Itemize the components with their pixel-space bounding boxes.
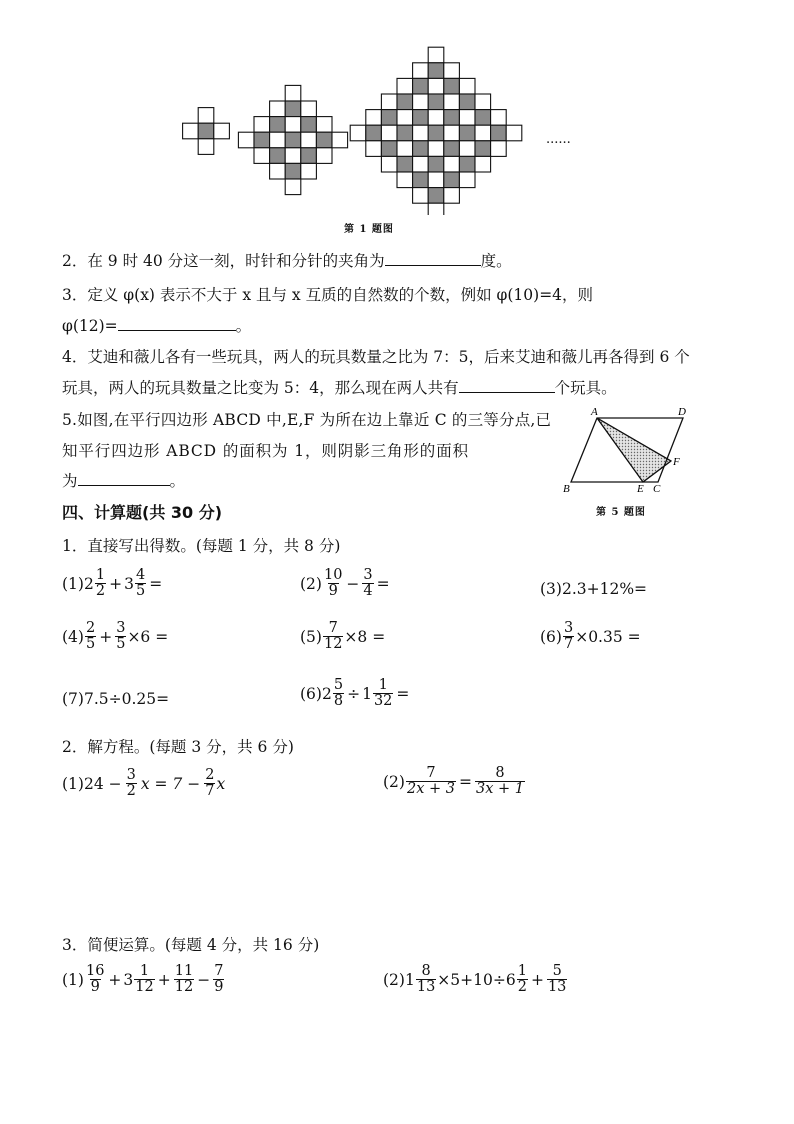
answer-blank-q3[interactable] bbox=[118, 315, 236, 331]
diamond-3-cell bbox=[397, 94, 413, 110]
fraction: $\frac{8}{3x + 1}$ bbox=[475, 765, 524, 798]
fraction: $\frac{16}{9}$ bbox=[85, 963, 105, 996]
diamond-2-cell bbox=[316, 148, 332, 164]
whole-number: 2 bbox=[321, 684, 332, 703]
diamond-2-cell bbox=[316, 132, 332, 148]
diamond-3-cell bbox=[397, 125, 413, 141]
fraction: $\frac{7}{9}$ bbox=[214, 963, 224, 996]
diamond-3-cell bbox=[413, 172, 429, 188]
whole-number: 1 bbox=[404, 970, 415, 989]
diamond-2-cell bbox=[254, 117, 270, 133]
diamond-3-cell bbox=[397, 78, 413, 94]
expression-part: ×5+10÷ bbox=[437, 970, 506, 989]
question-5-line3 bbox=[62, 469, 185, 491]
fraction: $\frac{5}{13}$ bbox=[547, 963, 567, 996]
answer-blank-q2[interactable] bbox=[385, 250, 481, 266]
diamond-2-cell bbox=[301, 117, 317, 133]
section-4-title: 四、计算题(共 30 分) bbox=[62, 503, 223, 522]
whole-number: 2 bbox=[83, 574, 94, 593]
diamond-3-cell bbox=[428, 63, 444, 79]
diamond-2-cell bbox=[316, 117, 332, 133]
simplify-3-2 bbox=[383, 964, 568, 995]
diamond-3-cell bbox=[475, 141, 491, 157]
whole-number: 6 bbox=[505, 970, 516, 989]
diamond-3-cell bbox=[413, 125, 429, 141]
problem-1-1 bbox=[62, 568, 164, 599]
diamond-3-cell bbox=[397, 110, 413, 126]
fraction: $\frac{2}{7}$ bbox=[205, 767, 215, 800]
problem-1-6 bbox=[540, 621, 641, 652]
figure-1-diamonds bbox=[0, 0, 794, 215]
diamond-2-cell bbox=[270, 101, 286, 117]
diamond-3-cell bbox=[444, 125, 460, 141]
diamond-3-cell bbox=[459, 125, 475, 141]
diamond-3-cell bbox=[475, 110, 491, 126]
problem-label: (2) bbox=[383, 772, 405, 791]
problem-1-3: (3)2.3+12%= bbox=[540, 580, 648, 598]
equals-sign: = bbox=[149, 574, 163, 593]
diamond-2-cell bbox=[285, 132, 301, 148]
label-e: E bbox=[637, 483, 644, 495]
problem-label: (4) bbox=[62, 627, 84, 646]
operator: + bbox=[157, 970, 171, 989]
fraction: $\frac{8}{13}$ bbox=[416, 963, 436, 996]
diamond-2-cell bbox=[238, 132, 254, 148]
equation-2-2 bbox=[383, 766, 526, 797]
diamond-3-cell bbox=[413, 63, 429, 79]
fraction: $\frac{7}{2x + 3}$ bbox=[406, 765, 455, 798]
diamond-3-cell bbox=[444, 110, 460, 126]
figure-5-caption: 第 5 题图 bbox=[596, 507, 646, 518]
equals-sign: = bbox=[396, 684, 410, 703]
question-4-line2 bbox=[62, 376, 617, 398]
problem-label: (1) bbox=[62, 774, 84, 793]
diamond-3-cell bbox=[459, 78, 475, 94]
question-5-prefix: 为 bbox=[62, 472, 78, 490]
simplify-3-1 bbox=[62, 964, 225, 995]
question-2-suffix: 度。 bbox=[480, 252, 512, 270]
question-5-line1: 5.如图,在平行四边形 ABCD 中,E,F 为所在边上靠近 C 的三等分点,已 bbox=[62, 411, 552, 429]
diamond-2-cell bbox=[285, 117, 301, 133]
fraction: $\frac{3}{4}$ bbox=[363, 567, 373, 600]
diamond-3-cell bbox=[413, 141, 429, 157]
fraction: $\frac{1}{12}$ bbox=[135, 963, 154, 996]
diamond-3-cell bbox=[381, 110, 397, 126]
fraction: $\frac{4}{5}$ bbox=[135, 567, 146, 600]
shaded-triangle bbox=[597, 418, 671, 482]
diamond-3-cell bbox=[381, 141, 397, 157]
diamond-3-cell bbox=[428, 110, 444, 126]
operator: + bbox=[99, 627, 113, 646]
diamond-1-cell bbox=[198, 139, 214, 155]
diamond-3-cell bbox=[459, 156, 475, 172]
diamond-2-cell bbox=[270, 132, 286, 148]
diamond-3-cell bbox=[444, 63, 460, 79]
problem-1-4 bbox=[62, 621, 168, 652]
whole-number: 3 bbox=[123, 970, 134, 989]
diamond-2-cell bbox=[285, 163, 301, 179]
question-3-prefix: φ(12)= bbox=[62, 317, 118, 335]
equals-sign: = bbox=[376, 574, 390, 593]
diamond-2-cell bbox=[301, 132, 317, 148]
whole-number: 3 bbox=[124, 574, 134, 593]
expression-tail: ×6 = bbox=[127, 627, 169, 646]
operator: − bbox=[346, 574, 360, 593]
diamond-3-cell bbox=[413, 78, 429, 94]
diamond-3-cell bbox=[381, 94, 397, 110]
variable: x bbox=[216, 774, 226, 793]
diamond-3-cell bbox=[444, 141, 460, 157]
question-4-suffix: 个玩具。 bbox=[554, 379, 617, 397]
question-5-line2: 知平行四边形 ABCD 的面积为 1，则阴影三角形的面积 bbox=[62, 442, 470, 460]
diamond-3-cell bbox=[444, 188, 460, 204]
fraction: $\frac{3}{5}$ bbox=[116, 620, 126, 653]
question-4-line1: 4．艾迪和薇儿各有一些玩具，两人的玩具数量之比为 7：5，后来艾迪和薇儿再各得到 6 个 bbox=[62, 348, 690, 366]
problem-1-2 bbox=[300, 568, 392, 599]
diamond-3-cell bbox=[506, 125, 522, 141]
diamond-2-cell bbox=[301, 101, 317, 117]
diamond-2-cell bbox=[332, 132, 348, 148]
operator: + bbox=[108, 970, 122, 989]
diamond-3-cell bbox=[366, 141, 382, 157]
diamond-3-cell bbox=[491, 125, 507, 141]
diamond-2-cell bbox=[254, 132, 270, 148]
part-2-title: 2．解方程。(每题 3 分，共 6 分) bbox=[62, 738, 294, 756]
problem-1-7: (7)7.5÷0.25= bbox=[62, 690, 170, 708]
question-3-line2 bbox=[62, 314, 251, 336]
equals-sign: = bbox=[458, 772, 472, 791]
label-b: B bbox=[563, 483, 570, 495]
diamond-3-cell bbox=[475, 125, 491, 141]
diamond-3-cell bbox=[397, 141, 413, 157]
label-a: A bbox=[591, 406, 598, 418]
diamond-3-cell bbox=[413, 188, 429, 204]
figure-5-parallelogram bbox=[555, 403, 705, 495]
problem-1-8 bbox=[300, 678, 411, 709]
diamond-3-cell bbox=[428, 203, 444, 215]
fraction: $\frac{7}{12}$ bbox=[323, 620, 343, 653]
diamond-3-cell bbox=[459, 94, 475, 110]
diamond-2-cell bbox=[254, 148, 270, 164]
diamond-3-cell bbox=[475, 156, 491, 172]
diamond-2-cell bbox=[285, 179, 301, 195]
part-1-title: 1．直接写出得数。(每题 1 分，共 8 分) bbox=[62, 537, 341, 555]
expression-tail: ×0.35 = bbox=[575, 627, 641, 646]
expression-part: 24 − bbox=[83, 774, 122, 793]
diamond-2-cell bbox=[270, 117, 286, 133]
diamond-2-cell bbox=[285, 85, 301, 101]
figure-1-caption: 第 1 题图 bbox=[344, 224, 394, 235]
fraction: $\frac{3}{7}$ bbox=[563, 620, 574, 653]
diamond-3-cell bbox=[366, 110, 382, 126]
diamond-2-cell bbox=[270, 148, 286, 164]
problem-label: (6) bbox=[540, 627, 562, 646]
diamond-3-cell bbox=[459, 141, 475, 157]
diamond-3-cell bbox=[413, 156, 429, 172]
problem-label: (2) bbox=[300, 574, 322, 593]
diamond-3-cell bbox=[459, 172, 475, 188]
expression-part: x = 7 − bbox=[140, 774, 201, 793]
whole-number: 1 bbox=[362, 684, 372, 703]
fraction: $\frac{1}{2}$ bbox=[517, 963, 527, 996]
diamond-3-cell bbox=[428, 125, 444, 141]
diamond-3-cell bbox=[428, 156, 444, 172]
diamond-3-cell bbox=[350, 125, 366, 141]
diamond-3-cell bbox=[444, 78, 460, 94]
diamond-3-cell bbox=[444, 156, 460, 172]
question-4-prefix: 玩具，两人的玩具数量之比变为 5：4，那么现在两人共有 bbox=[62, 379, 459, 397]
diamond-2-cell bbox=[301, 148, 317, 164]
fraction: $\frac{1}{2}$ bbox=[95, 567, 106, 600]
diamond-3-cell bbox=[381, 156, 397, 172]
part-3-title: 3．简便运算。(每题 4 分，共 16 分) bbox=[62, 936, 320, 954]
diamond-1-cell bbox=[198, 108, 214, 124]
label-c: C bbox=[653, 483, 661, 495]
diamond-3-cell bbox=[475, 94, 491, 110]
diamond-3-cell bbox=[366, 125, 382, 141]
question-5-suffix: 。 bbox=[169, 472, 186, 490]
diamond-2-cell bbox=[301, 163, 317, 179]
problem-label: (1) bbox=[62, 574, 84, 593]
operator: + bbox=[530, 970, 544, 989]
fraction: $\frac{11}{12}$ bbox=[174, 963, 194, 996]
problem-label: (6) bbox=[300, 684, 322, 703]
label-d: D bbox=[678, 406, 686, 418]
diamond-3-cell bbox=[413, 110, 429, 126]
diamond-3-cell bbox=[428, 141, 444, 157]
diamond-3-cell bbox=[444, 94, 460, 110]
answer-blank-q5[interactable] bbox=[78, 470, 170, 486]
diamond-3-cell bbox=[459, 110, 475, 126]
diamond-3-cell bbox=[397, 172, 413, 188]
diamond-3-cell bbox=[413, 94, 429, 110]
operator: ÷ bbox=[347, 684, 361, 703]
problem-1-5 bbox=[300, 621, 385, 652]
label-f: F bbox=[673, 456, 680, 468]
diamond-1-cell bbox=[183, 123, 199, 139]
diamond-2-cell bbox=[270, 163, 286, 179]
figure-1-ellipsis: ...... bbox=[546, 132, 571, 147]
diamond-3-cell bbox=[381, 125, 397, 141]
fraction: $\frac{3}{2}$ bbox=[126, 767, 136, 800]
question-3-suffix: 。 bbox=[235, 317, 252, 335]
diamond-3-cell bbox=[444, 172, 460, 188]
diamond-2-cell bbox=[285, 101, 301, 117]
diamond-3-cell bbox=[428, 78, 444, 94]
diamond-3-cell bbox=[428, 94, 444, 110]
diamond-3-cell bbox=[397, 156, 413, 172]
operator: + bbox=[109, 574, 123, 593]
diamond-2-cell bbox=[285, 148, 301, 164]
problem-label: (2) bbox=[383, 970, 405, 989]
fraction: $\frac{10}{9}$ bbox=[323, 567, 343, 600]
expression-tail: ×8 = bbox=[344, 627, 386, 646]
diamond-1-cell bbox=[198, 123, 214, 139]
question-2 bbox=[62, 249, 512, 271]
diamond-3-cell bbox=[428, 47, 444, 63]
answer-blank-q4[interactable] bbox=[459, 377, 555, 393]
question-2-text: 2．在 9 时 40 分这一刻，时针和分针的夹角为 bbox=[62, 252, 385, 270]
fraction: $\frac{5}{8}$ bbox=[333, 677, 344, 710]
problem-label: (5) bbox=[300, 627, 322, 646]
diamond-3-cell bbox=[428, 188, 444, 204]
diamond-3-cell bbox=[491, 141, 507, 157]
fraction: $\frac{1}{32}$ bbox=[373, 677, 393, 710]
problem-label: (1) bbox=[62, 970, 84, 989]
diamond-1-cell bbox=[214, 123, 230, 139]
diamond-3-cell bbox=[491, 110, 507, 126]
fraction: $\frac{2}{5}$ bbox=[85, 620, 96, 653]
equation-2-1 bbox=[62, 768, 225, 799]
operator: − bbox=[197, 970, 211, 989]
diamond-3-cell bbox=[428, 172, 444, 188]
question-3-line1: 3．定义 φ(x) 表示不大于 x 且与 x 互质的自然数的个数，例如 φ(10)=4，则 bbox=[62, 286, 594, 304]
